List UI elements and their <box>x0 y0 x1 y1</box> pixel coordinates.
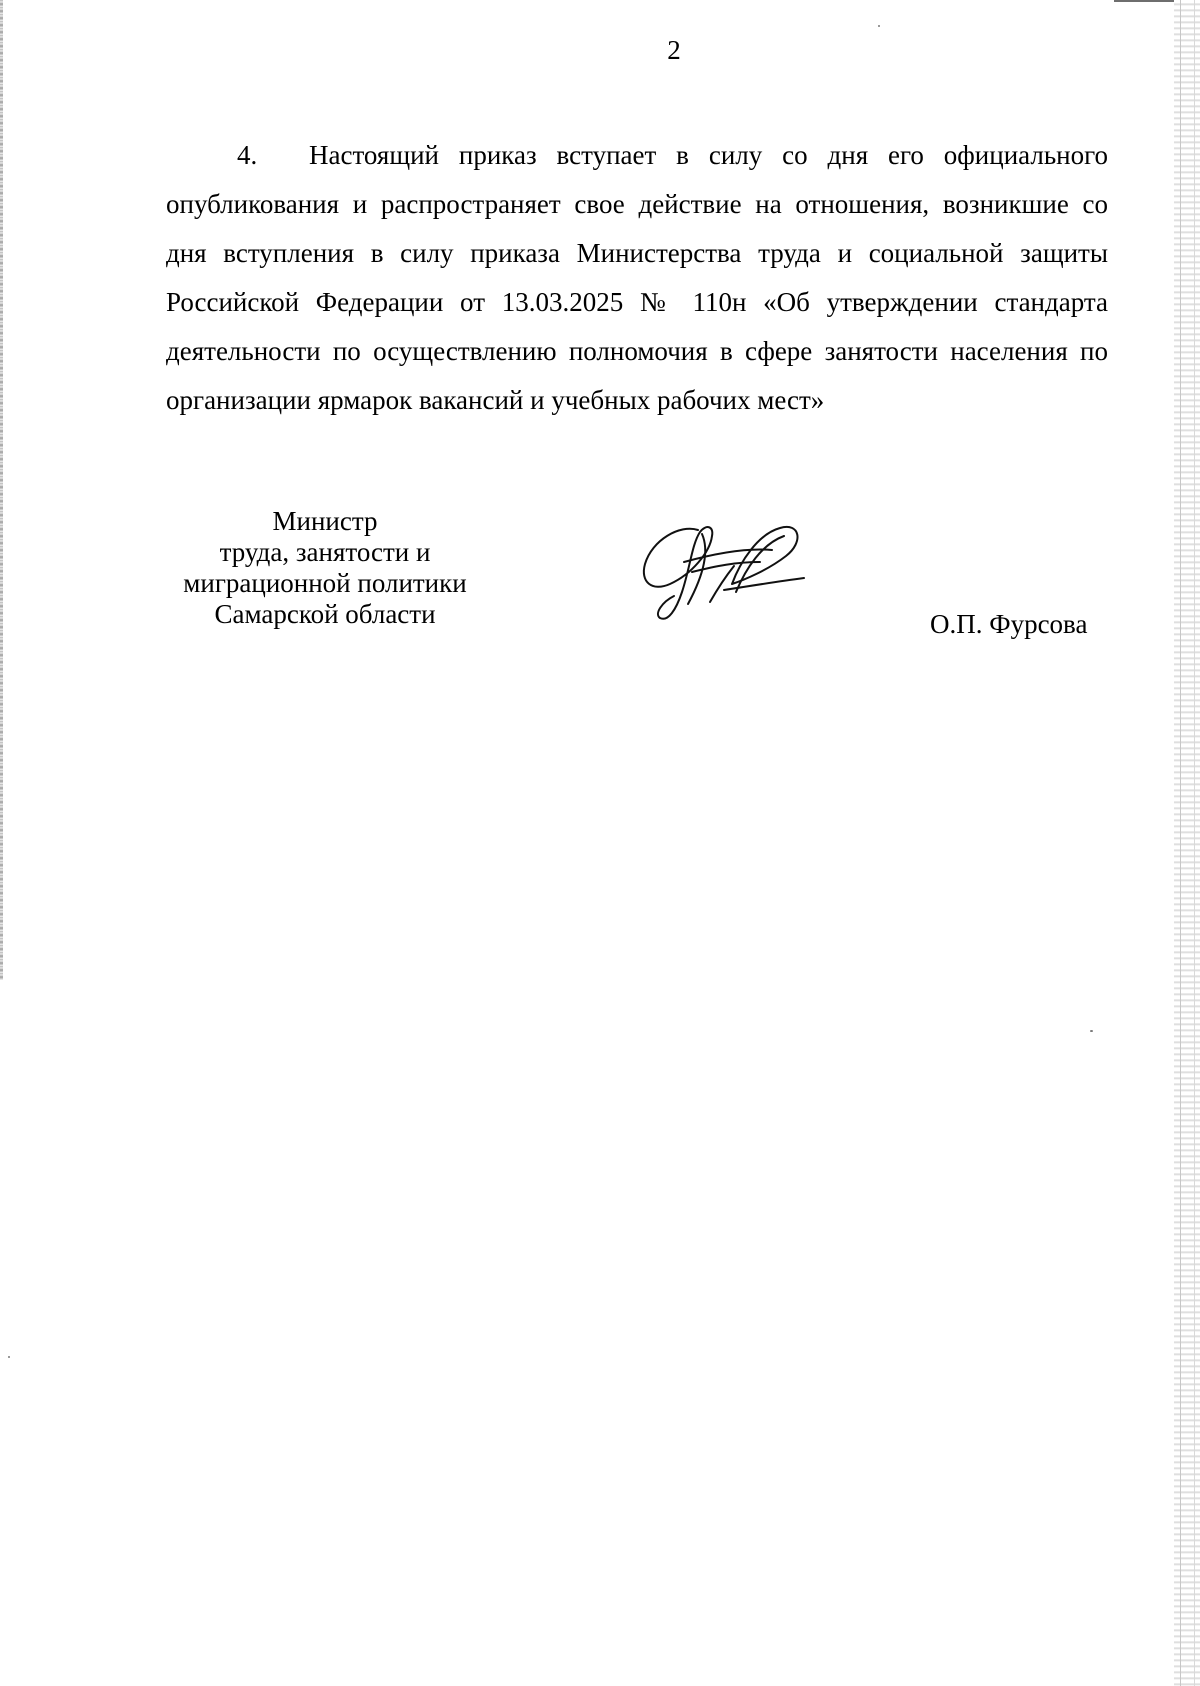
paragraph-line: дня вступления в силу приказа Министерства труда и социальной защиты <box>166 238 1108 268</box>
scan-edge-left <box>0 0 3 980</box>
signer-name: О.П. Фурсова <box>930 609 1088 639</box>
signatory-position-line: миграционной политики <box>183 568 467 598</box>
paragraph-line: Российской Федерации от 13.03.2025 № 110н «Об утверждении стандарта <box>166 287 1108 317</box>
signatory-position-line: труда, занятости и <box>219 537 431 567</box>
scan-speck <box>8 1356 10 1358</box>
scan-edge-top <box>1114 0 1174 2</box>
paragraph-number: 4. <box>237 140 258 170</box>
signatory-position <box>160 506 490 630</box>
signatory-position-line: Самарской области <box>214 599 436 629</box>
paragraph-line: деятельности по осуществлению полномочия в сфере занятости населения по <box>166 336 1108 366</box>
paragraph-line: опубликования и распространяет свое действие на отношения, возникшие со <box>166 189 1108 219</box>
paragraph-line: организации ярмарок вакансий и учебных рабочих мест» <box>166 385 825 415</box>
scan-speck <box>878 25 880 27</box>
handwritten-signature <box>640 522 810 626</box>
signatory-position-line: Министр <box>272 506 378 536</box>
page-number: 2 <box>667 35 681 65</box>
scan-edge-right <box>1174 0 1200 1686</box>
scan-speck <box>1090 1030 1093 1032</box>
paragraph-line <box>166 131 1108 180</box>
paragraph-line-text: Настоящий приказ вступает в силу со дня его официального <box>309 140 1108 170</box>
order-paragraph-4 <box>166 131 1108 425</box>
